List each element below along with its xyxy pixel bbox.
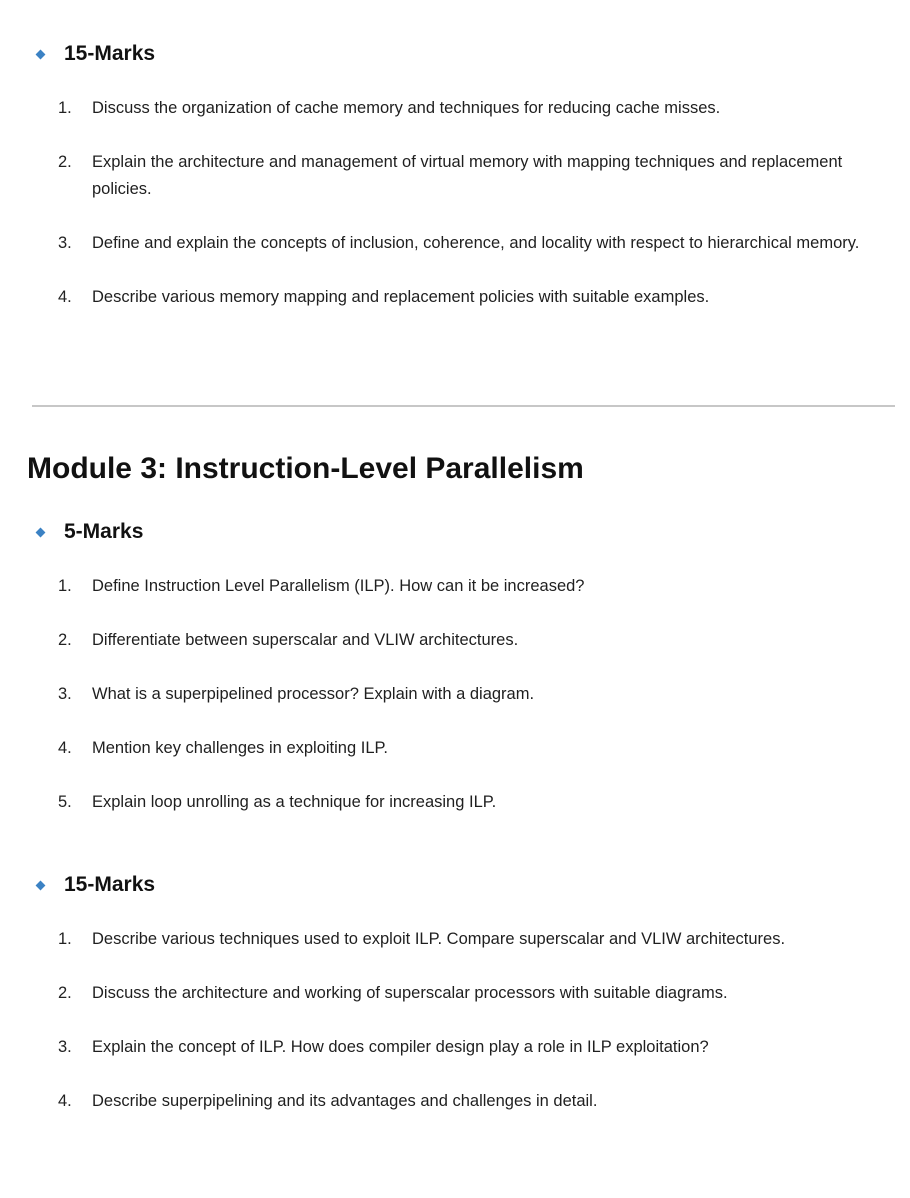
item-text: Define Instruction Level Parallelism (ILP). How can it be increased? <box>92 577 585 595</box>
item-number: 4. <box>58 288 72 306</box>
bullet-diamond-icon <box>36 880 46 890</box>
item-number: 3. <box>58 685 72 703</box>
section-heading-label: 5-Marks <box>64 520 144 543</box>
section-heading-label: 15-Marks <box>64 873 156 896</box>
item-text: Describe various memory mapping and replacement policies with suitable examples. <box>92 288 710 306</box>
bullet-diamond-icon <box>36 49 46 59</box>
section-heading-5-marks <box>36 520 143 544</box>
list-item <box>58 627 888 654</box>
item-number: 2. <box>58 631 72 649</box>
section-heading-label: 15-Marks <box>64 42 156 65</box>
item-number: 1. <box>58 99 72 117</box>
item-number: 4. <box>58 1092 72 1110</box>
item-text: Define and explain the concepts of inclusion, coherence, and locality with respect to hierarchical memory. <box>92 234 860 252</box>
item-number: 4. <box>58 739 72 757</box>
item-number: 3. <box>58 1038 72 1056</box>
question-list-5-marks <box>58 573 888 816</box>
list-item <box>58 1034 898 1061</box>
list-item <box>58 95 888 122</box>
list-item <box>58 149 888 203</box>
question-list-top-15-marks <box>58 95 888 311</box>
question-list-15-marks <box>58 926 898 1115</box>
item-number: 2. <box>58 984 72 1002</box>
item-text: Explain the concept of ILP. How does compiler design play a role in ILP exploitation? <box>92 1038 709 1056</box>
item-number: 1. <box>58 930 72 948</box>
section-heading-15-marks-top <box>36 42 155 66</box>
item-number: 2. <box>58 153 72 171</box>
item-text: Describe superpipelining and its advantages and challenges in detail. <box>92 1092 598 1110</box>
section-divider <box>32 405 895 407</box>
module-title: Module 3: Instruction-Level Parallelism <box>27 452 584 485</box>
item-number: 1. <box>58 577 72 595</box>
list-item <box>58 735 888 762</box>
item-text: Mention key challenges in exploiting ILP. <box>92 739 388 757</box>
item-text: Explain loop unrolling as a technique for increasing ILP. <box>92 793 497 811</box>
list-item <box>58 926 898 953</box>
item-number: 5. <box>58 793 72 811</box>
section-heading-15-marks <box>36 873 155 897</box>
list-item <box>58 284 888 311</box>
list-item <box>58 573 888 600</box>
item-text: Differentiate between superscalar and VLIW architectures. <box>92 631 519 649</box>
item-text: Explain the architecture and management of virtual memory with mapping techniques and replacement policies. <box>92 153 843 198</box>
list-item <box>58 681 888 708</box>
list-item <box>58 1088 898 1115</box>
item-text: Discuss the organization of cache memory and techniques for reducing cache misses. <box>92 99 721 117</box>
list-item <box>58 230 888 257</box>
list-item <box>58 789 888 816</box>
bullet-diamond-icon <box>36 527 46 537</box>
item-text: What is a superpipelined processor? Explain with a diagram. <box>92 685 535 703</box>
item-text: Discuss the architecture and working of superscalar processors with suitable diagrams. <box>92 984 728 1002</box>
list-item <box>58 980 898 1007</box>
item-number: 3. <box>58 234 72 252</box>
item-text: Describe various techniques used to exploit ILP. Compare superscalar and VLIW architectures. <box>92 930 786 948</box>
